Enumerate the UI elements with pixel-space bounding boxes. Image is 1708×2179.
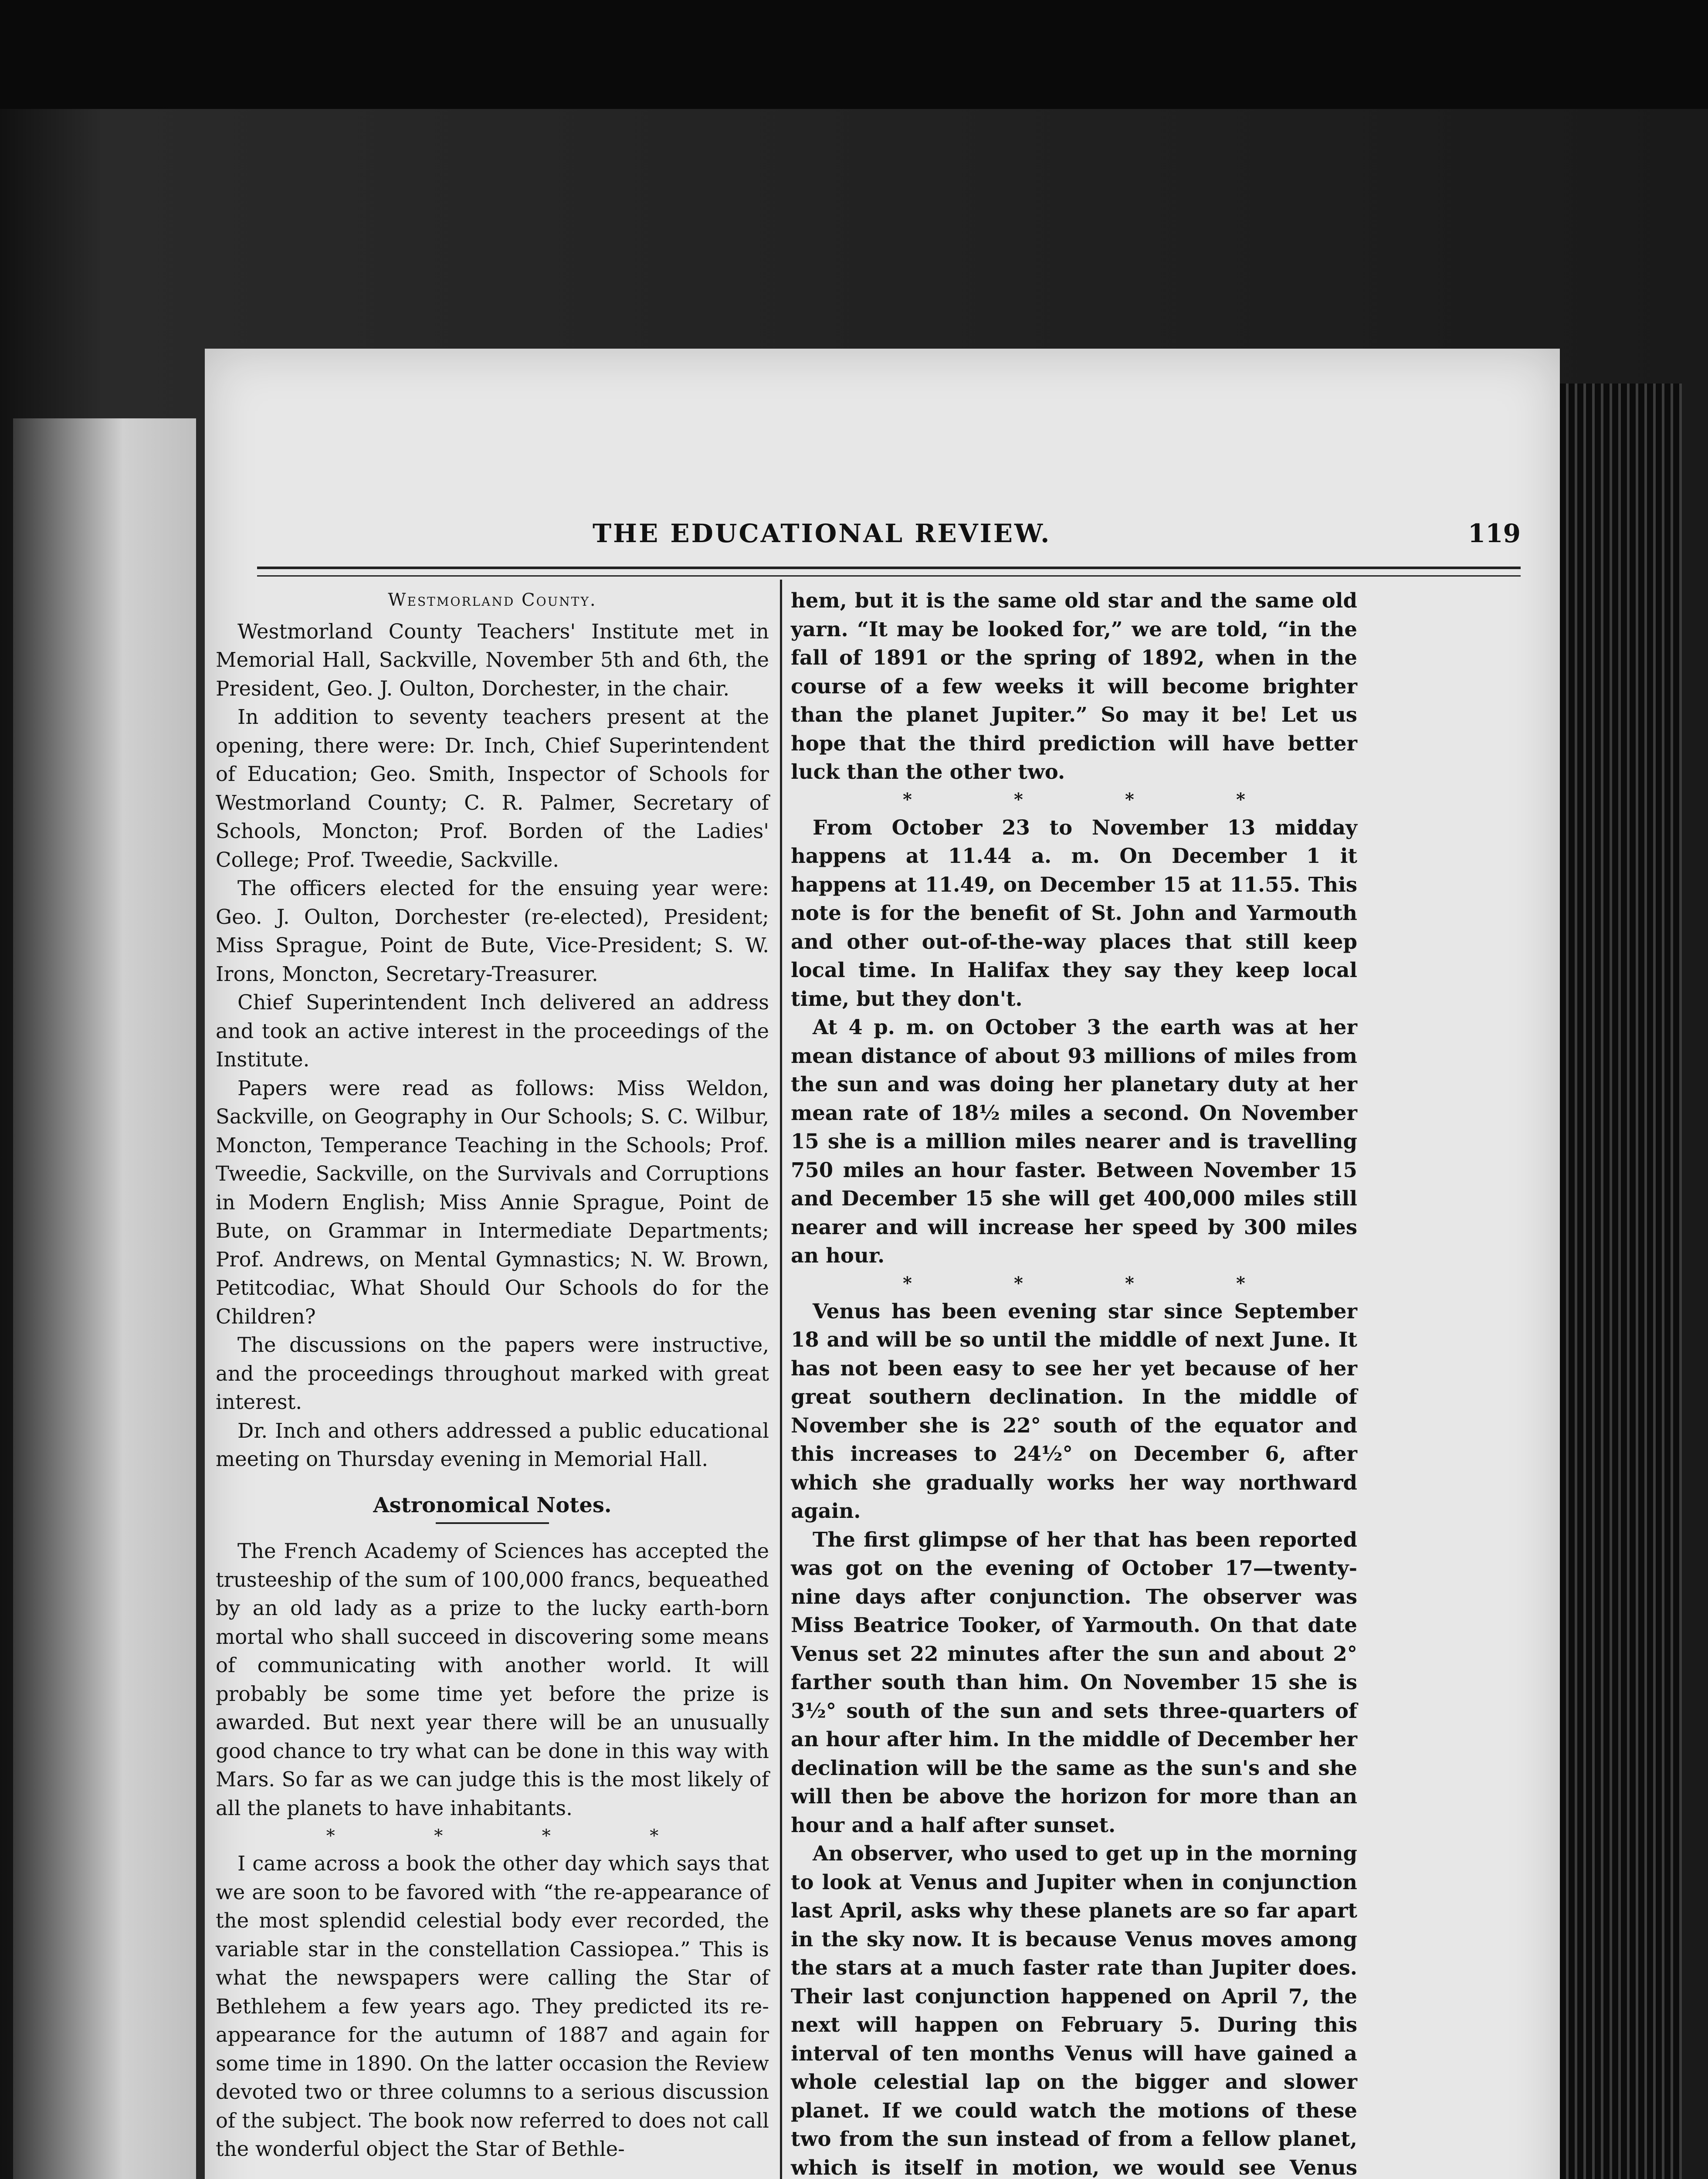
paragraph: The French Academy of Sciences has accepted the trusteeship of the sum of 100,000 francs, bequeathed by an old lady as a prize to the lucky earth-born mortal who shall succeed in discovering some means of communicating with another world. It will probably be some time yet before the prize is awarded. But next year there will be an unusually good chance to try what can be done in this way with Mars. So far as we can judge this is the most likely of all the planets to have inhabitants. (216, 1539, 769, 1820)
separator-star: * (434, 1826, 443, 1846)
paragraph: At 4 p. m. on October 3 the earth was at her mean distance of about 93 millions of miles from the sun and was doing her planetary duty at her mean rate of 18½ miles a second. On November 15 she is a million miles nearer and is travelling 750 miles an hour faster. Between November 15 and December 15 she will get 400,000 miles still nearer and will increase her speed by 300 miles an hour. (791, 1015, 1357, 1267)
page-number: 119 (1467, 519, 1521, 548)
paragraph: The first glimpse of her that has been reported was got on the evening of October 17—twenty-nine days after conjunction. The observer was Miss Beatrice Tooker, of Yarmouth. On that date Venus set 22 minutes after the sun and about 2° farther south than him. On November 15 she is 3½° south of the sun and sets three-quarters of an hour after him. In the middle of December her declination will be the same as the sun's and she will then be above the horizon for more than an hour and a half after sunset. (791, 1527, 1357, 1837)
section-separator (216, 1823, 769, 1850)
paragraph: I came across a book the other day which says that we are soon to be favored with “the re-appearance of the most splendid celestial body ever recorded, the variable star in the constellation Cassiopea.” This is what the newspapers were calling the Star of Bethlehem a few years ago. They predicted its re-appearance for the autumn of 1887 and again for some time in 1890. On the latter occasion the Review devoted two or three columns to a serious discussion of the subject. The book now referred to does not call the wonderful object the Star of Bethle- (216, 1852, 769, 2161)
left-column (205, 586, 769, 2164)
separator-star: * (326, 1826, 335, 1846)
separator-star: * (1125, 1273, 1134, 1293)
paragraph: The officers elected for the ensuing year were: Geo. J. Oulton, Dorchester (re-elected), President; Miss Sprague, Point de Bute, Vice-President; S. W. Irons, Moncton, Secretary-Treasurer. (216, 876, 769, 986)
separator-star: * (1236, 789, 1245, 810)
separator-star: * (542, 1826, 551, 1846)
section-heading-astronomical-notes: Astronomical Notes. (373, 1493, 612, 1517)
paragraph: Chief Superintendent Inch delivered an address and took an active interest in the proceedings of the Institute. (216, 991, 769, 1071)
header-rule-thin (257, 575, 1521, 577)
paragraph: Dr. Inch and others addressed a public educational meeting on Thursday evening in Memorial Hall. (216, 1419, 769, 1471)
page-stack-edge (1551, 384, 1682, 2179)
paragraph: hem, but it is the same old star and the same old yarn. “It may be looked for,” we are told, “in the fall of 1891 or the spring of 1892, when in the course of a few weeks it will become brighter than the planet Jupiter.” So may it be! Let us hope that the third prediction will have better luck than the other two. (791, 588, 1357, 784)
section-separator (791, 786, 1357, 813)
section-heading-westmorland: Westmorland County. (388, 590, 597, 610)
right-column (791, 586, 1370, 2179)
facing-page-edge (13, 418, 196, 2179)
paragraph: Westmorland County Teachers' Institute met in Memorial Hall, Sackville, November 5th and 6th, the President, Geo. J. Oulton, Dorchester, in the chair. (216, 619, 769, 700)
separator-star: * (1014, 789, 1023, 810)
section-separator (791, 1270, 1357, 1297)
paragraph: The discussions on the papers were instructive, and the proceedings throughout marked with great interest. (216, 1333, 769, 1414)
running-title: THE EDUCATIONAL REVIEW. (593, 519, 1051, 548)
header-rule (257, 567, 1521, 569)
separator-star: * (903, 789, 912, 810)
paragraph: Papers were read as follows: Miss Weldon, Sackville, on Geography in Our Schools; S. C. Wilbur, Moncton, Temperance Teaching in the Schools; Prof. Tweedie, Sackville, on the Survivals and Corruptions in Modern English; Miss Annie Sprague, Point de Bute, on Grammar in Intermediate Departments; Prof. Andrews, on Mental Gymnastics; N. W. Brown, Petitcodiac, What Should Our Schools do for the Children? (216, 1076, 769, 1328)
paragraph: From October 23 to November 13 midday happens at 11.44 a. m. On December 1 it happens at 11.49, on December 15 at 11.55. This note is for the benefit of St. John and Yarmouth and other out-of-the-way places that still keep local time. In Halifax they say they keep local time, but they don't. (791, 815, 1357, 1011)
document-page (205, 349, 1560, 2179)
separator-star: * (903, 1273, 912, 1293)
separator-star: * (1125, 789, 1134, 810)
separator-star: * (650, 1826, 659, 1846)
separator-star: * (1236, 1273, 1245, 1293)
paragraph: Venus has been evening star since September 18 and will be so until the middle of next June. It has not been easy to see her yet because of her great southern declination. In the middle of November she is 22° south of the equator and this increases to 24½° on December 6, after which she gradually works her way northward again. (791, 1299, 1357, 1523)
heading-rule (436, 1522, 549, 1524)
page-header (257, 519, 1521, 553)
separator-star: * (1014, 1273, 1023, 1293)
paragraph: In addition to seventy teachers present at the opening, there were: Dr. Inch, Chief Superintendent of Education; Geo. Smith, Inspector of Schools for Westmorland County; C. R. Palmer, Secretary of Schools, Moncton; Prof. Borden of the Ladies' College; Prof. Tweedie, Sackville. (216, 705, 769, 872)
paragraph: An observer, who used to get up in the morning to look at Venus and Jupiter when in conjunction last April, asks why these planets are so far apart in the sky now. It is because Venus moves among the stars at a much faster rate than Jupiter does. Their last conjunction happened on April 7, the next will happen on February 5. During this interval of ten months Venus will have gained a whole celestial lap on the bigger and slower planet. If we could watch the motions of these two from the sun instead of from a fellow planet, which is itself in motion, we would see Venus (791, 1841, 1357, 2179)
column-divider (780, 580, 782, 2179)
